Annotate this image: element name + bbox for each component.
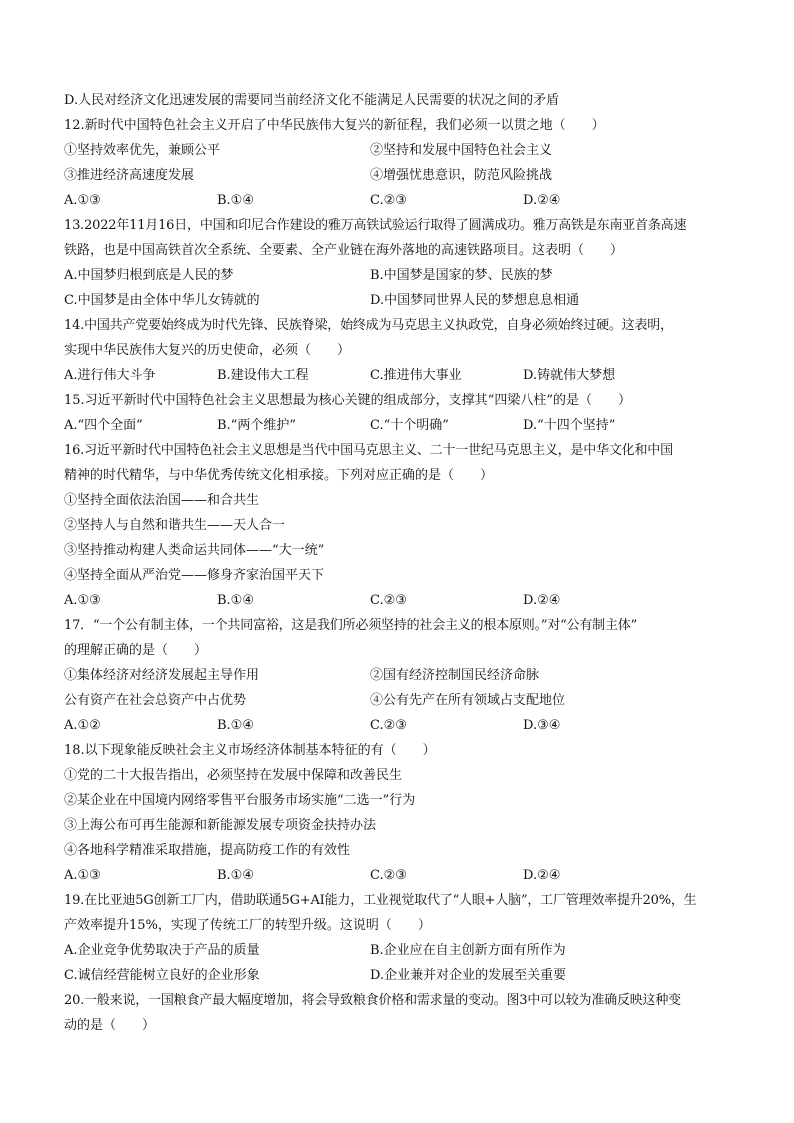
q15-choice-b: B.“两个维护”	[217, 418, 296, 433]
q18-item-4: ④各地科学精准采取措施，提高防疫工作的有效性	[64, 843, 351, 858]
q17-stem-line2: 的理解正确的是（ ）	[64, 643, 208, 658]
q17-item-4: ④公有先产在所有领域占支配地位	[370, 693, 566, 708]
q18-choice-c: C.②③	[370, 868, 407, 883]
q20-stem-line1: 20.一般来说，一国粮食产最大幅度增加，将会导致粮食价格和需求量的变动。图3中可以较为准确反映这种变	[64, 993, 681, 1008]
q15-choice-c: C.“十个明确”	[370, 418, 449, 433]
q18-item-1: ①党的二十大报告指出，必须坚持在发展中保障和改善民生	[64, 768, 403, 783]
q18-item-2: ②某企业在中国境内网络零售平台服务市场实施“二选一”行为	[64, 793, 416, 808]
q16-stem-line2: 精神的时代精华，与中华优秀传统文化相承接。下列对应正确的是（ ）	[64, 468, 494, 483]
q19-choice-b: B.企业应在自主创新方面有所作为	[370, 943, 566, 958]
q14-stem-line1: 14.中国共产党要始终成为时代先锋、民族脊梁，始终成为马克思主义执政党，自身必须始终过硬。这表明，	[64, 318, 673, 333]
q12-choice-d: D.②④	[523, 193, 561, 208]
q13-choices-row2	[64, 288, 744, 313]
q17-choice-a: A.①②	[64, 718, 101, 733]
q17-item-2: ②国有经济控制国民经济命脉	[370, 668, 540, 683]
q12-choice-b: B.①④	[217, 193, 254, 208]
q18-item-3: ③上海公布可再生能源和新能源发展专项资金扶持办法	[64, 818, 377, 833]
q11-option-d: D.人民对经济文化迅速发展的需要同当前经济文化不能满足人民需要的状况之间的矛盾	[64, 93, 560, 108]
q19-choice-a: A.企业竞争优势取决于产品的质量	[64, 943, 260, 958]
q16-choice-b: B.①④	[217, 593, 254, 608]
q17-options-row2	[64, 688, 744, 713]
q14-choice-a: A.进行伟大斗争	[64, 368, 156, 383]
q12-item-4: ④增强忧患意识，防范风险挑战	[370, 168, 553, 183]
q13-stem-line2: 铁路，也是中国高铁首次全系统、全要素、全产业链在海外落地的高速铁路项目。这表明（ ）	[64, 243, 624, 258]
q18-stem: 18.以下现象能反映社会主义市场经济体制基本特征的有（ ）	[64, 743, 436, 758]
q16-choice-d: D.②④	[523, 593, 561, 608]
q19-stem-line2: 产效率提升15%，实现了传统工厂的转型升级。这说明（ ）	[64, 918, 431, 933]
q16-item-3: ③坚持推动构建人类命运共同体——“大一统”	[64, 543, 325, 558]
q16-stem-line1: 16.习近平新时代中国特色社会主义思想是当代中国马克思主义、二十一世纪马克思主义，是中华文化和中国	[64, 443, 673, 458]
q14-stem-line2: 实现中华民族伟大复兴的历史使命，必须（ ）	[64, 343, 351, 358]
q15-choice-d: D.“十四个坚持”	[523, 418, 616, 433]
q19-choice-c: C.诚信经营能树立良好的企业形象	[64, 968, 260, 983]
q12-options-row2	[64, 163, 744, 188]
q17-choice-c: C.②③	[370, 718, 407, 733]
q16-choices	[64, 588, 744, 613]
q19-choices-row2	[64, 963, 744, 988]
q13-choices-row1	[64, 263, 744, 288]
q13-stem-line1: 13.2022年11月16日，中国和印尼合作建设的雅万高铁试验运行取得了圆满成功。雅万高铁是东南亚首条高速	[64, 218, 687, 233]
q13-choice-d: D.中国梦同世界人民的梦想息息相通	[370, 293, 580, 308]
q13-choice-a: A.中国梦归根到底是人民的梦	[64, 268, 234, 283]
q15-choices	[64, 413, 744, 438]
q16-item-4: ④坚持全面从严治党——修身齐家治国平天下	[64, 568, 325, 583]
q17-choice-d: D.③④	[523, 718, 561, 733]
q18-choice-d: D.②④	[523, 868, 561, 883]
q15-choice-a: A.“四个全面”	[64, 418, 143, 433]
q14-choice-d: D.铸就伟大梦想	[523, 368, 616, 383]
q12-choices	[64, 188, 744, 213]
q18-choices	[64, 863, 744, 888]
exam-page	[64, 88, 744, 1038]
q20-stem-line2: 动的是（ ）	[64, 1018, 156, 1033]
q12-options-row1	[64, 138, 744, 163]
q16-item-1: ①坚持全面依法治国——和合共生	[64, 493, 260, 508]
q18-choice-b: B.①④	[217, 868, 254, 883]
q14-choices	[64, 363, 744, 388]
q16-choice-c: C.②③	[370, 593, 407, 608]
q13-choice-b: B.中国梦是国家的梦、民族的梦	[370, 268, 553, 283]
q17-choices	[64, 713, 744, 738]
q18-choice-a: A.①③	[64, 868, 101, 883]
q17-item-1: ①集体经济对经济发展起主导作用	[64, 668, 260, 683]
q19-choices-row1	[64, 938, 744, 963]
q17-choice-b: B.①④	[217, 718, 254, 733]
q12-item-3: ③推进经济高速度发展	[64, 168, 195, 183]
q17-item-3: 公有资产在社会总资产中占优势	[64, 693, 247, 708]
q12-stem: 12.新时代中国特色社会主义开启了中华民族伟大复兴的新征程，我们必须一以贯之地（ ）	[64, 118, 605, 133]
q19-choice-d: D.企业兼并对企业的发展至关重要	[370, 968, 567, 983]
q16-choice-a: A.①③	[64, 593, 101, 608]
q14-choice-b: B.建设伟大工程	[217, 368, 309, 383]
q16-item-2: ②坚持人与自然和谐共生——天人合一	[64, 518, 286, 533]
q12-item-1: ①坚持效率优先，兼顾公平	[64, 143, 221, 158]
q13-choice-c: C.中国梦是由全体中华儿女铸就的	[64, 293, 260, 308]
q12-item-2: ②坚持和发展中国特色社会主义	[370, 143, 553, 158]
q15-stem: 15.习近平新时代中国特色社会主义思想最为核心关键的组成部分，支撑其“四梁八柱”的是（ ）	[64, 393, 631, 408]
q17-stem-line1: 17．“一个公有制主体，一个共同富裕，这是我们所必须坚持的社会主义的根本原则。”对“公有制主体”	[64, 618, 638, 633]
q17-options-row1	[64, 663, 744, 688]
q19-stem-line1: 19.在比亚迪5G创新工厂内，借助联通5G+AI能力，工业视觉取代了“人眼+人脑”，工厂管理效率提升20%，生	[64, 893, 697, 908]
q14-choice-c: C.推进伟大事业	[370, 368, 462, 383]
q12-choice-a: A.①③	[64, 193, 101, 208]
q12-choice-c: C.②③	[370, 193, 407, 208]
